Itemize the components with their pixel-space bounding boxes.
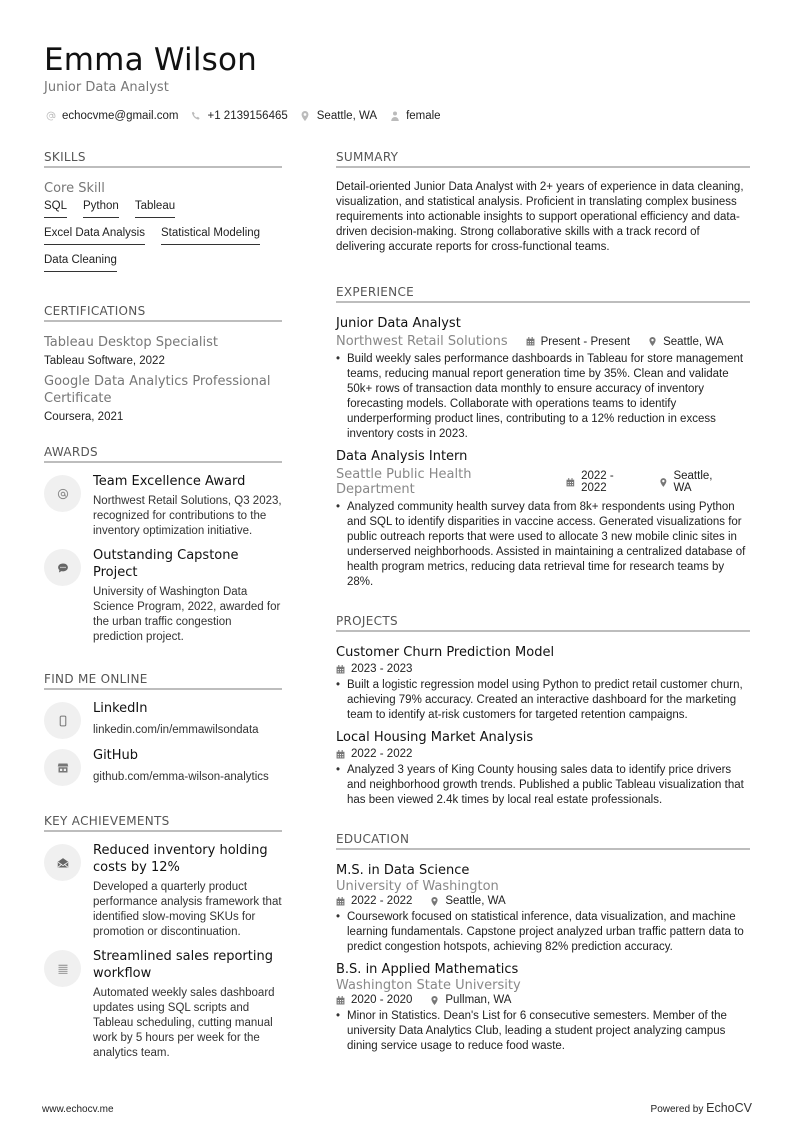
skill-chip: Data Cleaning [44,253,117,272]
skill-chips [44,199,282,280]
project-entry [336,729,750,808]
candidate-name: Emma Wilson [44,42,257,78]
achievement-item [44,842,282,940]
school-location [430,994,511,1006]
bullet-list [336,1009,750,1054]
footer-powered-by[interactable] [651,1101,752,1115]
profile-title: LinkedIn [93,701,148,716]
skill-chip: Python [83,199,119,218]
date-range [526,336,630,348]
awards-section [44,443,282,645]
award-description: University of Washington Data Science Program, 2022, awarded for the urban traffic congestion prediction project. [93,586,281,643]
date-text: 2020 - 2020 [351,994,413,1006]
location-pin-icon [648,337,657,346]
job-title: Junior Data Analyst [336,316,461,331]
calendar-icon [566,478,575,487]
phone-value: +1 2139156465 [207,109,288,122]
contact-phone[interactable] [190,109,288,122]
section-title: SUMMARY [336,148,750,168]
at-icon [44,475,81,512]
online-section [44,670,282,786]
certifications-section [44,302,282,423]
chat-bubble-icon [44,549,81,586]
section-title: EDUCATION [336,830,750,850]
experience-entry [336,315,750,442]
location-text: Seattle, WA [445,895,506,907]
at-icon [44,109,57,122]
envelope-open-icon [44,844,81,881]
email-value: echocvme@gmail.com [62,109,179,122]
section-title: KEY ACHIEVEMENTS [44,812,282,832]
calendar-icon [336,665,345,674]
date-range [566,470,640,494]
footer-website-link[interactable]: www.echocv.me [42,1104,114,1115]
achievement-item [44,948,282,1061]
entry-meta [336,467,750,497]
contact-location [299,109,377,122]
certification-name: Google Data Analytics Professional Certificate [44,374,271,406]
entry-meta [336,748,750,760]
location-pin-icon [430,996,439,1005]
section-title: CERTIFICATIONS [44,302,282,322]
right-column [336,148,750,1054]
skills-section [44,148,282,280]
date-range [336,748,412,760]
company-name: Northwest Retail Solutions [336,334,508,349]
award-title: Team Excellence Award [93,474,246,489]
experience-entry [336,448,750,590]
store-icon [44,749,81,786]
project-title: Local Housing Market Analysis [336,730,534,745]
summary-text: Detail-oriented Junior Data Analyst with 2+ years of experience in data cleaning, visualization, and statistical analysis. Proficient in translating complex business requirements into actionable insights to support operational efficiency and data-driven decision-making. Strong collaborative skills with a track record of delivering accurate reports for cross-functional teams. [336,181,744,253]
certification-item [44,334,282,367]
contact-email[interactable] [44,109,179,122]
location-text: Seattle, WA [673,470,713,494]
entry-meta [336,334,750,349]
education-entry [336,961,750,1054]
mobile-phone-icon [44,702,81,739]
job-location [648,336,723,348]
degree-title: B.S. in Applied Mathematics [336,962,519,977]
profile-url[interactable]: github.com/emma-wilson-analytics [93,771,269,783]
award-item [44,547,282,645]
bullet-item: • Built a logistic regression model using Python to predict retail customer churn, achieving 79% accuracy. Created an interactive dashboard for the marketing team to identify at-risk customers for targeted retention campaigns. [336,678,750,723]
education-entry [336,862,750,955]
bullet-list [336,352,750,442]
section-title: EXPERIENCE [336,283,750,303]
bullet-item: • Analyzed community health survey data from 8k+ respondents using Python and SQL to identify disparities in vaccine access. Generated visualizations for public outreach reports that were used to allocate 3 new mobile clinic sites in underserved neighborhoods. Assisted in maintaining a centralized database of health program metrics, reducing data retrieval time for research teams by 28%. [336,500,750,590]
location-pin-icon [659,478,668,487]
date-range [336,663,412,675]
location-text: Pullman, WA [445,994,512,1006]
date-range [336,895,412,907]
certification-issuer: Tableau Software, 2022 [44,355,165,367]
project-title: Customer Churn Prediction Model [336,645,555,660]
section-title: AWARDS [44,443,282,463]
bullet-item: • Minor in Statistics. Dean's List for 6 consecutive semesters. Member of the university Data Analytics Club, leading a student project analyzing campus dining service usage to reduce food waste. [336,1009,750,1054]
school-name: Washington State University [336,978,521,993]
location-text: Seattle, WA [663,335,724,348]
skill-group-title: Core Skill [44,181,105,196]
achievement-description: Automated weekly sales dashboard updates using SQL scripts and Tableau scheduling, cutting manual work by 5 hours per week for the analytics team. [93,987,275,1059]
summary-section [336,148,750,255]
school-location [430,895,505,907]
contact-bar [44,109,452,122]
date-range [336,994,412,1006]
calendar-icon [336,750,345,759]
calendar-icon [526,337,535,346]
date-text: 2022 - 2022 [581,470,614,494]
date-text: 2022 - 2022 [351,895,413,907]
award-description: Northwest Retail Solutions, Q3 2023, recognized for contributions to the inventory optimization initiative. [93,495,282,537]
achievement-description: Developed a quarterly product performance analysis framework that identified slow-moving SKUs for promotion or discontinuation. [93,881,282,938]
entry-meta [336,663,750,675]
job-title: Data Analysis Intern [336,449,468,464]
powered-by-label: Powered by [650,1104,704,1115]
certification-issuer: Coursera, 2021 [44,411,124,423]
projects-section [336,612,750,808]
brand-name: EchoCV [706,1101,752,1115]
bullet-list [336,763,750,808]
award-title: Outstanding Capstone Project [93,548,239,580]
award-item [44,473,282,539]
project-entry [336,644,750,723]
degree-title: M.S. in Data Science [336,863,470,878]
location-value: Seattle, WA [316,109,378,122]
company-name: Seattle Public Health Department [336,467,472,497]
bullet-item: • Coursework focused on statistical inference, data visualization, and machine learning fundamentals. Capstone project analyzed urban traffic pattern data to predict congestion hotspots, achieving 82% prediction accuracy. [336,910,750,955]
achievement-title: Reduced inventory holding costs by 12% [93,843,268,875]
school-name: University of Washington [336,879,499,894]
contact-gender [388,109,441,122]
left-column [44,148,282,1061]
certification-item [44,373,282,423]
section-title: PROJECTS [336,612,750,632]
bullet-list [336,500,750,590]
phone-icon [190,109,203,122]
online-profile-linkedin[interactable] [44,700,282,739]
list-lines-icon [44,950,81,987]
certification-name: Tableau Desktop Specialist [44,335,219,350]
job-location [659,470,732,494]
bullet-item: • Analyzed 3 years of King County housing sales data to identify price drivers and neighborhood growth trends. Published a public Tableau visualization that has been viewed 2.4k times by local real estate professionals. [336,763,750,808]
achievements-section [44,812,282,1061]
experience-section [336,283,750,590]
entry-meta [336,895,750,907]
bullet-list [336,678,750,723]
entry-meta [336,994,750,1006]
education-section [336,830,750,1054]
date-text: Present - Present [540,335,631,348]
section-title: FIND ME ONLINE [44,670,282,690]
person-icon [388,109,401,122]
skill-chip: Statistical Modeling [161,226,260,245]
skill-chip: Tableau [135,199,175,218]
location-pin-icon [430,897,439,906]
skill-chip: Excel Data Analysis [44,226,145,245]
bullet-list [336,910,750,955]
candidate-title: Junior Data Analyst [44,80,169,95]
location-pin-icon [299,109,312,122]
gender-value: female [406,109,441,122]
calendar-icon [336,897,345,906]
profile-title: GitHub [93,748,139,763]
date-text: 2023 - 2023 [351,663,413,675]
achievement-title: Streamlined sales reporting workflow [93,949,273,981]
online-profile-github[interactable] [44,747,282,786]
section-title: SKILLS [44,148,282,168]
profile-url[interactable]: linkedin.com/in/emmawilsondata [93,724,259,736]
date-text: 2022 - 2022 [351,748,413,760]
bullet-item: • Build weekly sales performance dashboards in Tableau for store management teams, reducing manual report generation time by 35%. Clean and validate 50k+ rows of transaction data monthly to ensure accuracy of inventory forecasting models. Collaborate with operations teams to identify underperforming product lines, contributing to a 12% reduction in excess inventory costs in 2023. [336,352,750,442]
calendar-icon [336,996,345,1005]
skill-chip: SQL [44,199,67,218]
